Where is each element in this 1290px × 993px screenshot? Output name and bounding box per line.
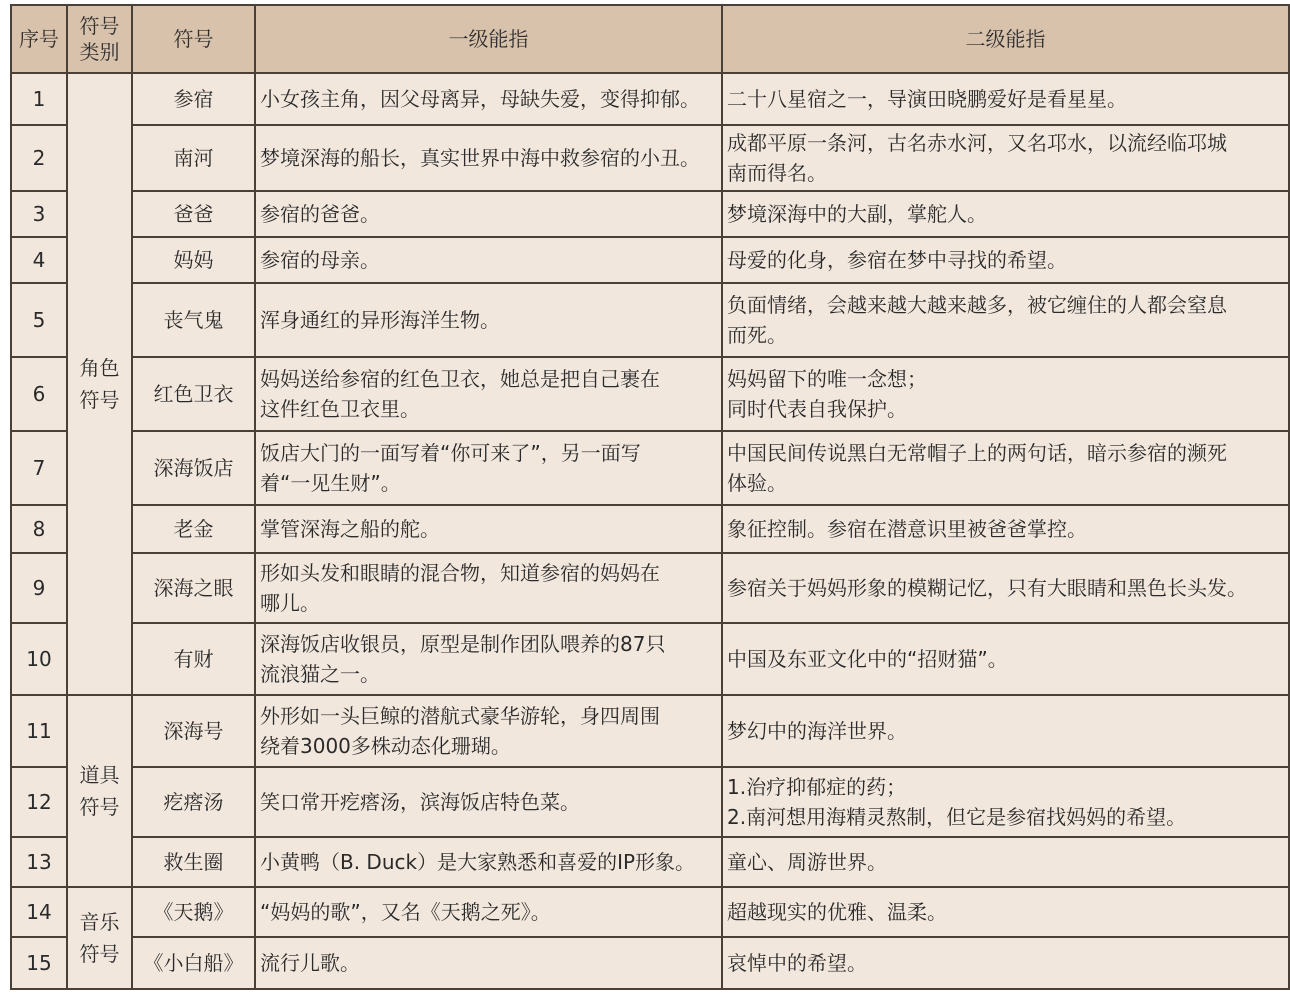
symbol-name: 《天鹅》 xyxy=(132,887,255,937)
table-row xyxy=(11,125,1289,191)
symbol-category: 道具 符号 xyxy=(67,695,132,887)
symbol-name: 老金 xyxy=(132,505,255,553)
table-row xyxy=(11,283,1289,357)
level1-signifier: 流行儿歌。 xyxy=(255,937,722,989)
symbol-name: 疙瘩汤 xyxy=(132,767,255,837)
symbol-name: 深海号 xyxy=(132,695,255,767)
row-index: 4 xyxy=(11,237,67,283)
symbol-name: 爸爸 xyxy=(132,191,255,237)
row-index: 9 xyxy=(11,553,67,623)
table-row xyxy=(11,357,1289,431)
row-index: 15 xyxy=(11,937,67,989)
level2-signifier: 中国民间传说黑白无常帽子上的两句话，暗示参宿的濒死 体验。 xyxy=(722,431,1289,505)
level1-signifier: “妈妈的歌”，又名《天鹅之死》。 xyxy=(255,887,722,937)
table-row xyxy=(11,73,1289,125)
level2-signifier: 参宿关于妈妈形象的模糊记忆，只有大眼睛和黑色长头发。 xyxy=(722,553,1289,623)
table-row xyxy=(11,837,1289,887)
level2-signifier: 象征控制。参宿在潜意识里被爸爸掌控。 xyxy=(722,505,1289,553)
level2-signifier: 童心、周游世界。 xyxy=(722,837,1289,887)
table-row xyxy=(11,553,1289,623)
level2-signifier: 1.治疗抑郁症的药； 2.南河想用海精灵熬制，但它是参宿找妈妈的希望。 xyxy=(722,767,1289,837)
row-index: 5 xyxy=(11,283,67,357)
level2-signifier: 妈妈留下的唯一念想； 同时代表自我保护。 xyxy=(722,357,1289,431)
table-row xyxy=(11,431,1289,505)
level2-signifier: 母爱的化身，参宿在梦中寻找的希望。 xyxy=(722,237,1289,283)
level1-signifier: 小黄鸭（B. Duck）是大家熟悉和喜爱的IP形象。 xyxy=(255,837,722,887)
header-level1-signifier: 一级能指 xyxy=(255,5,722,73)
level2-signifier: 负面情绪，会越来越大越来越多，被它缠住的人都会窒息 而死。 xyxy=(722,283,1289,357)
symbol-name: 红色卫衣 xyxy=(132,357,255,431)
table-row xyxy=(11,767,1289,837)
row-index: 14 xyxy=(11,887,67,937)
level2-signifier: 哀悼中的希望。 xyxy=(722,937,1289,989)
header-row xyxy=(11,5,1289,73)
row-index: 13 xyxy=(11,837,67,887)
level2-signifier: 二十八星宿之一，导演田晓鹏爱好是看星星。 xyxy=(722,73,1289,125)
row-index: 6 xyxy=(11,357,67,431)
symbol-name: 《小白船》 xyxy=(132,937,255,989)
symbol-name: 参宿 xyxy=(132,73,255,125)
symbol-name: 深海之眼 xyxy=(132,553,255,623)
row-index: 8 xyxy=(11,505,67,553)
symbol-name: 深海饭店 xyxy=(132,431,255,505)
table-row xyxy=(11,623,1289,695)
header-level2-signifier: 二级能指 xyxy=(722,5,1289,73)
symbol-table xyxy=(10,4,1290,990)
symbol-name: 妈妈 xyxy=(132,237,255,283)
level1-signifier: 外形如一头巨鲸的潜航式豪华游轮，身四周围 绕着3000多株动态化珊瑚。 xyxy=(255,695,722,767)
table-row xyxy=(11,937,1289,989)
level1-signifier: 参宿的爸爸。 xyxy=(255,191,722,237)
row-index: 1 xyxy=(11,73,67,125)
level1-signifier: 梦境深海的船长，真实世界中海中救参宿的小丑。 xyxy=(255,125,722,191)
header-category: 符号 类别 xyxy=(67,5,132,73)
level1-signifier: 饭店大门的一面写着“你可来了”，另一面写 着“一见生财”。 xyxy=(255,431,722,505)
row-index: 11 xyxy=(11,695,67,767)
level1-signifier: 妈妈送给参宿的红色卫衣，她总是把自己裹在 这件红色卫衣里。 xyxy=(255,357,722,431)
level2-signifier: 梦境深海中的大副，掌舵人。 xyxy=(722,191,1289,237)
level2-signifier: 梦幻中的海洋世界。 xyxy=(722,695,1289,767)
header-index: 序号 xyxy=(11,5,67,73)
level2-signifier: 超越现实的优雅、温柔。 xyxy=(722,887,1289,937)
table-body xyxy=(11,73,1289,989)
header-symbol: 符号 xyxy=(132,5,255,73)
symbol-name: 南河 xyxy=(132,125,255,191)
table-row xyxy=(11,191,1289,237)
level1-signifier: 参宿的母亲。 xyxy=(255,237,722,283)
symbol-name: 有财 xyxy=(132,623,255,695)
level1-signifier: 小女孩主角，因父母离异，母缺失爱，变得抑郁。 xyxy=(255,73,722,125)
level1-signifier: 形如头发和眼睛的混合物，知道参宿的妈妈在 哪儿。 xyxy=(255,553,722,623)
symbol-category: 音乐 符号 xyxy=(67,887,132,989)
level1-signifier: 浑身通红的异形海洋生物。 xyxy=(255,283,722,357)
symbol-name: 救生圈 xyxy=(132,837,255,887)
row-index: 10 xyxy=(11,623,67,695)
level1-signifier: 深海饭店收银员，原型是制作团队喂养的87只 流浪猫之一。 xyxy=(255,623,722,695)
level1-signifier: 掌管深海之船的舵。 xyxy=(255,505,722,553)
level2-signifier: 成都平原一条河，古名赤水河，又名邛水，以流经临邛城 南而得名。 xyxy=(722,125,1289,191)
table-row xyxy=(11,695,1289,767)
symbol-category: 角色 符号 xyxy=(67,73,132,695)
symbol-name: 丧气鬼 xyxy=(132,283,255,357)
level1-signifier: 笑口常开疙瘩汤，滨海饭店特色菜。 xyxy=(255,767,722,837)
row-index: 2 xyxy=(11,125,67,191)
row-index: 7 xyxy=(11,431,67,505)
table-row xyxy=(11,505,1289,553)
row-index: 3 xyxy=(11,191,67,237)
table-row xyxy=(11,237,1289,283)
row-index: 12 xyxy=(11,767,67,837)
level2-signifier: 中国及东亚文化中的“招财猫”。 xyxy=(722,623,1289,695)
table-row xyxy=(11,887,1289,937)
